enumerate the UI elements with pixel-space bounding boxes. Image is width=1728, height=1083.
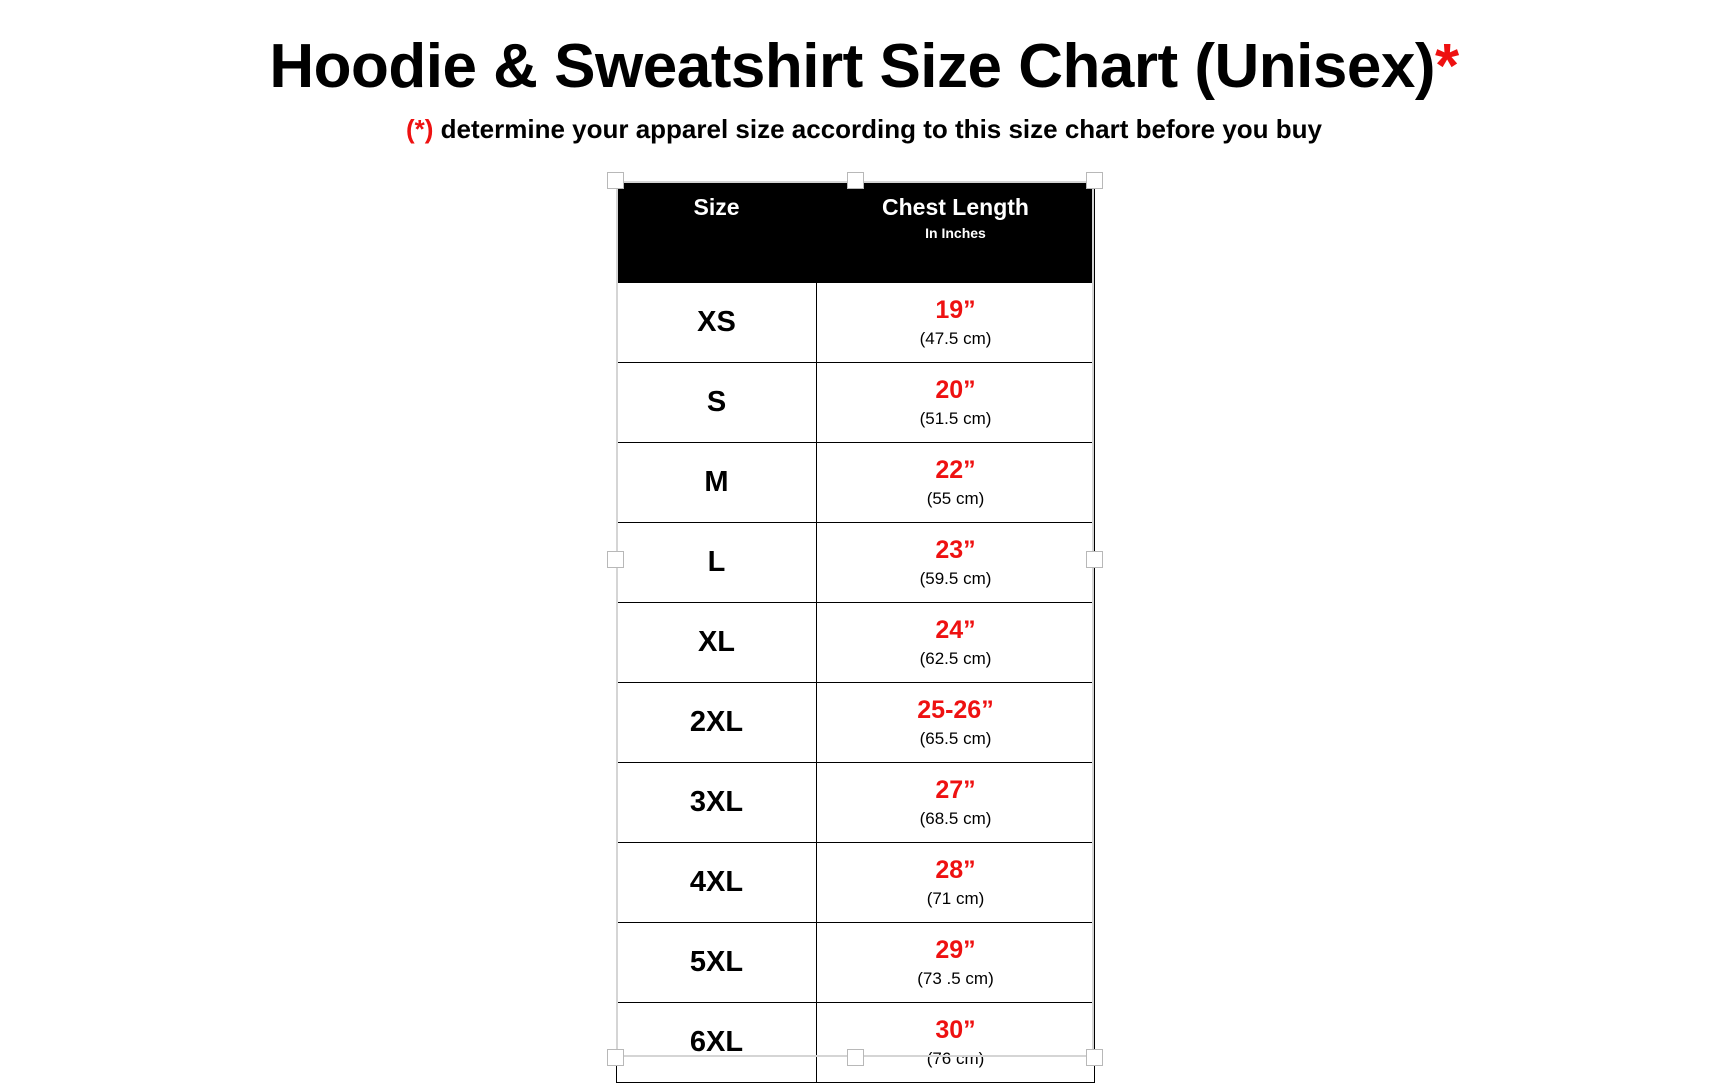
table-row xyxy=(617,363,1095,443)
cell-size: 5XL xyxy=(617,923,817,1003)
column-header-chest-length xyxy=(817,182,1095,283)
size-chart-table-wrapper[interactable] xyxy=(605,170,1105,1068)
table-row xyxy=(617,683,1095,763)
resize-handle-top-right[interactable] xyxy=(1086,172,1103,189)
chest-centimeters: (59.5 cm) xyxy=(919,569,992,589)
chest-centimeters: (65.5 cm) xyxy=(919,729,992,749)
cell-size: 3XL xyxy=(617,763,817,843)
chest-centimeters: (51.5 cm) xyxy=(919,409,992,429)
chest-centimeters: (62.5 cm) xyxy=(919,649,992,669)
column-header-size xyxy=(617,182,817,283)
chest-inches: 24” xyxy=(935,616,976,645)
resize-handle-top-center[interactable] xyxy=(847,172,864,189)
table-body xyxy=(617,283,1095,1083)
table-header xyxy=(617,182,1095,283)
cell-chest xyxy=(817,1003,1095,1083)
resize-handle-middle-left[interactable] xyxy=(607,551,624,568)
cell-size: 6XL xyxy=(617,1003,817,1083)
chest-inches: 27” xyxy=(935,776,976,805)
cell-chest xyxy=(817,683,1095,763)
chest-inches: 20” xyxy=(935,376,976,405)
cell-size: 2XL xyxy=(617,683,817,763)
chest-inches: 22” xyxy=(935,456,976,485)
cell-chest xyxy=(817,283,1095,363)
cell-size: XS xyxy=(617,283,817,363)
cell-chest xyxy=(817,763,1095,843)
table-row xyxy=(617,763,1095,843)
resize-handle-bottom-right[interactable] xyxy=(1086,1049,1103,1066)
cell-chest xyxy=(817,843,1095,923)
chest-centimeters: (71 cm) xyxy=(926,889,985,909)
chest-centimeters: (47.5 cm) xyxy=(919,329,992,349)
chest-inches: 29” xyxy=(935,936,976,965)
cell-size: L xyxy=(617,523,817,603)
table-row xyxy=(617,843,1095,923)
table-row xyxy=(617,1003,1095,1083)
chest-centimeters: (76 cm) xyxy=(926,1049,985,1069)
cell-size: M xyxy=(617,443,817,523)
cell-chest xyxy=(817,603,1095,683)
subtitle-text: determine your apparel size according to this size chart before you buy xyxy=(433,114,1322,144)
resize-handle-top-left[interactable] xyxy=(607,172,624,189)
page-title xyxy=(0,0,1728,101)
chest-inches: 25-26” xyxy=(917,696,994,725)
cell-size: XL xyxy=(617,603,817,683)
chest-inches: 23” xyxy=(935,536,976,565)
table-header-row xyxy=(617,182,1095,283)
column-header-chest-label: Chest Length xyxy=(882,194,1029,220)
cell-chest xyxy=(817,443,1095,523)
table-row xyxy=(617,523,1095,603)
cell-chest xyxy=(817,523,1095,603)
chest-centimeters: (55 cm) xyxy=(926,489,985,509)
column-header-size-label: Size xyxy=(693,194,740,220)
cell-size: 4XL xyxy=(617,843,817,923)
resize-handle-bottom-center[interactable] xyxy=(847,1049,864,1066)
page-subtitle xyxy=(0,98,1728,145)
cell-chest xyxy=(817,363,1095,443)
table-row xyxy=(617,283,1095,363)
chest-centimeters: (73 .5 cm) xyxy=(917,969,994,989)
chest-centimeters: (68.5 cm) xyxy=(919,809,992,829)
cell-chest xyxy=(817,923,1095,1003)
table-row xyxy=(617,443,1095,523)
size-chart-table xyxy=(616,181,1095,1083)
subtitle-asterisk-mark: (*) xyxy=(406,114,434,144)
table-row xyxy=(617,603,1095,683)
page-title-text: Hoodie & Sweatshirt Size Chart (Unisex) xyxy=(269,32,1435,101)
chest-inches: 19” xyxy=(935,296,976,325)
resize-handle-bottom-left[interactable] xyxy=(607,1049,624,1066)
table-row xyxy=(617,923,1095,1003)
column-header-chest-sublabel: In Inches xyxy=(925,224,986,241)
chest-inches: 28” xyxy=(935,856,976,885)
chest-inches: 30” xyxy=(935,1016,976,1045)
cell-size: S xyxy=(617,363,817,443)
resize-handle-middle-right[interactable] xyxy=(1086,551,1103,568)
title-asterisk: * xyxy=(1434,32,1459,101)
